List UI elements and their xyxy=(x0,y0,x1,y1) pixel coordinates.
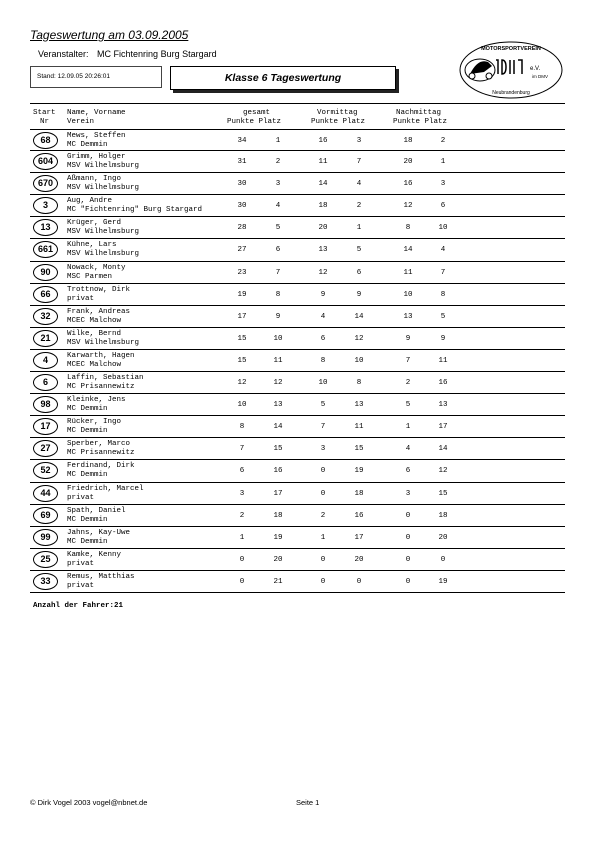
morning-place: 13 xyxy=(354,401,364,410)
table-row xyxy=(30,151,565,173)
morning-points: 18 xyxy=(318,202,328,211)
afternoon-place: 15 xyxy=(438,489,448,498)
afternoon-points: 6 xyxy=(405,467,411,476)
morning-points: 3 xyxy=(320,445,326,454)
afternoon-place: 6 xyxy=(440,202,446,211)
table-row xyxy=(30,306,565,328)
afternoon-points: 0 xyxy=(405,511,411,520)
afternoon-points: 0 xyxy=(405,577,411,586)
total-points: 15 xyxy=(237,334,247,343)
total-points: 7 xyxy=(239,445,245,454)
rider-club: privat xyxy=(67,581,95,590)
total-place: 21 xyxy=(273,577,283,586)
col-club-label: Verein xyxy=(67,118,95,126)
table-row xyxy=(30,350,565,372)
afternoon-points: 13 xyxy=(403,312,413,321)
rider-club: MC Demmin xyxy=(67,515,108,524)
morning-points: 13 xyxy=(318,246,328,255)
morning-points: 1 xyxy=(320,533,326,542)
morning-place: 3 xyxy=(356,137,362,145)
morning-place: 15 xyxy=(354,445,364,454)
table-row xyxy=(30,416,565,438)
total-points: 6 xyxy=(239,467,245,476)
header-divider xyxy=(30,103,565,104)
afternoon-points: 9 xyxy=(405,334,411,343)
timestamp-box: Stand: 12.09.05 20:26:01 xyxy=(30,66,162,88)
afternoon-points: 12 xyxy=(403,202,413,211)
organizer-value: MC Fichtenring Burg Stargard xyxy=(97,49,217,59)
rider-club: privat xyxy=(67,294,95,303)
morning-place: 14 xyxy=(354,312,364,321)
rider-club: MSV Wilhelmsburg xyxy=(67,250,140,259)
total-place: 7 xyxy=(275,268,281,277)
rider-name: Wilke, Bernd xyxy=(67,329,122,338)
afternoon-points: 20 xyxy=(403,158,413,167)
rider-name: Kühne, Lars xyxy=(67,241,117,250)
total-place: 8 xyxy=(275,290,281,299)
morning-place: 0 xyxy=(356,577,362,586)
morning-place: 8 xyxy=(356,379,362,388)
col-vormittag-label: Vormittag xyxy=(317,109,358,117)
rider-name: Sperber, Marco xyxy=(67,440,131,449)
rider-club: MSC Parmen xyxy=(67,272,113,281)
total-points: 23 xyxy=(237,268,247,277)
col-name-label: Name, Vorname xyxy=(67,109,126,117)
total-place: 12 xyxy=(273,379,283,388)
start-number-badge: 21 xyxy=(33,330,58,347)
table-row xyxy=(30,505,565,527)
rider-club: MC Prisannewitz xyxy=(67,449,135,458)
morning-points: 0 xyxy=(320,467,326,476)
afternoon-points: 0 xyxy=(405,555,411,564)
rider-name: Aßmann, Ingo xyxy=(67,175,122,184)
total-place: 20 xyxy=(273,555,283,564)
rider-name: Ferdinand, Dirk xyxy=(67,462,135,471)
footer-page-number: Seite 1 xyxy=(296,798,320,807)
morning-points: 0 xyxy=(320,489,326,498)
morning-points: 12 xyxy=(318,268,328,277)
morning-place: 7 xyxy=(356,158,362,167)
rider-name: Frank, Andreas xyxy=(67,307,131,316)
total-points: 3 xyxy=(239,489,245,498)
rider-name: Aug, Andre xyxy=(67,197,113,206)
total-place: 17 xyxy=(273,489,283,498)
afternoon-points: 2 xyxy=(405,379,411,388)
table-row xyxy=(30,527,565,549)
morning-points: 5 xyxy=(320,401,326,410)
start-number-badge: 44 xyxy=(33,485,58,502)
afternoon-points: 3 xyxy=(405,489,411,498)
logo-top-text: MOTORSPORTVEREIN xyxy=(481,46,541,52)
afternoon-points: 1 xyxy=(405,423,411,432)
total-points: 30 xyxy=(237,202,247,211)
afternoon-place: 3 xyxy=(440,180,446,189)
morning-place: 10 xyxy=(354,356,364,365)
total-place: 14 xyxy=(273,423,283,432)
col-start-label: Start xyxy=(33,109,56,117)
rider-name: Kleinke, Jens xyxy=(67,396,126,405)
table-row xyxy=(30,394,565,416)
rider-club: MCEC Malchow xyxy=(67,360,122,369)
start-number-badge: 69 xyxy=(33,507,58,524)
afternoon-place: 7 xyxy=(440,268,446,277)
table-row xyxy=(30,217,565,239)
start-number-badge: 99 xyxy=(33,529,58,546)
afternoon-place: 4 xyxy=(440,246,446,255)
rider-club: MSV Wilhelmsburg xyxy=(67,162,140,171)
rider-club: MC Demmin xyxy=(67,427,108,436)
morning-place: 19 xyxy=(354,467,364,476)
total-points: 0 xyxy=(239,555,245,564)
table-row xyxy=(30,483,565,505)
table-row xyxy=(30,438,565,460)
table-row xyxy=(30,328,565,350)
col-nr-label: Nr xyxy=(40,118,50,126)
rider-name: Karwarth, Hagen xyxy=(67,351,135,360)
rider-name: Trottnow, Dirk xyxy=(67,285,131,294)
rider-club: MC Demmin xyxy=(67,537,108,546)
logo-bottom-text: Neubrandenburg xyxy=(492,90,530,96)
total-points: 17 xyxy=(237,312,247,321)
afternoon-points: 16 xyxy=(403,180,413,189)
col-vormittag-sub: Punkte Platz xyxy=(311,118,366,126)
afternoon-points: 5 xyxy=(405,401,411,410)
morning-place: 2 xyxy=(356,202,362,211)
morning-points: 10 xyxy=(318,379,328,388)
afternoon-points: 14 xyxy=(403,246,413,255)
rider-name: Mews, Steffen xyxy=(67,132,126,140)
total-place: 2 xyxy=(275,158,281,167)
afternoon-place: 8 xyxy=(440,290,446,299)
rider-club: MC Demmin xyxy=(67,141,108,149)
total-points: 28 xyxy=(237,224,247,233)
start-number-badge: 3 xyxy=(33,197,58,214)
afternoon-place: 11 xyxy=(438,356,448,365)
total-place: 3 xyxy=(275,180,281,189)
afternoon-place: 18 xyxy=(438,511,448,520)
rider-club: MSV Wilhelmsburg xyxy=(67,338,140,347)
rider-name: Jahns, Kay-Uwe xyxy=(67,528,131,537)
total-points: 30 xyxy=(237,180,247,189)
table-row xyxy=(30,460,565,482)
start-number-badge: 32 xyxy=(33,308,58,325)
total-points: 31 xyxy=(237,158,247,167)
table-row xyxy=(30,372,565,394)
logo-right-text: im DMV xyxy=(532,74,548,79)
start-number-badge: 4 xyxy=(33,352,58,369)
total-place: 10 xyxy=(273,334,283,343)
morning-place: 17 xyxy=(354,533,364,542)
morning-place: 9 xyxy=(356,290,362,299)
morning-place: 6 xyxy=(356,268,362,277)
rider-club: privat xyxy=(67,559,95,568)
organizer-line xyxy=(38,49,217,59)
total-points: 27 xyxy=(237,246,247,255)
page-title: Tageswertung am 03.09.2005 xyxy=(30,28,189,42)
total-points: 8 xyxy=(239,423,245,432)
class-title-box: Klasse 6 Tageswertung xyxy=(170,66,396,90)
morning-points: 9 xyxy=(320,290,326,299)
start-number-badge: 661 xyxy=(33,241,58,258)
morning-points: 6 xyxy=(320,334,326,343)
col-gesamt-sub: Punkte Platz xyxy=(227,118,282,126)
rider-name: Grimm, Holger xyxy=(67,153,126,162)
afternoon-place: 20 xyxy=(438,533,448,542)
morning-points: 14 xyxy=(318,180,328,189)
total-points: 15 xyxy=(237,356,247,365)
total-points: 19 xyxy=(237,290,247,299)
total-place: 1 xyxy=(275,137,281,145)
results-table xyxy=(30,129,565,593)
morning-points: 7 xyxy=(320,423,326,432)
afternoon-place: 17 xyxy=(438,423,448,432)
total-place: 9 xyxy=(275,312,281,321)
rider-name: Friedrich, Marcel xyxy=(67,484,144,493)
table-row xyxy=(30,571,565,593)
morning-place: 4 xyxy=(356,180,362,189)
start-number-badge: 90 xyxy=(33,264,58,281)
total-place: 13 xyxy=(273,401,283,410)
morning-points: 11 xyxy=(318,158,328,167)
total-points: 12 xyxy=(237,379,247,388)
total-place: 11 xyxy=(273,356,283,365)
rider-club: MCEC Malchow xyxy=(67,316,122,325)
afternoon-place: 9 xyxy=(440,334,446,343)
rider-club: MC "Fichtenring" Burg Stargard xyxy=(67,206,203,215)
morning-points: 16 xyxy=(318,137,328,145)
total-points: 10 xyxy=(237,401,247,410)
motorcycle-logo-icon xyxy=(458,40,564,100)
rider-club: MC Demmin xyxy=(67,405,108,414)
rider-club: MC Demmin xyxy=(67,471,108,480)
organizer-label: Veranstalter: xyxy=(38,49,89,59)
rider-club: MC Prisannewitz xyxy=(67,383,135,392)
col-nachmittag-sub: Punkte Platz xyxy=(393,118,448,126)
col-gesamt-label: gesamt xyxy=(243,109,271,117)
table-header xyxy=(30,107,565,129)
rider-club: privat xyxy=(67,493,95,502)
total-place: 16 xyxy=(273,467,283,476)
total-place: 5 xyxy=(275,224,281,233)
rider-name: Laffin, Sebastian xyxy=(67,374,144,383)
rider-name: Krüger, Gerd xyxy=(67,219,122,228)
afternoon-place: 5 xyxy=(440,312,446,321)
afternoon-place: 10 xyxy=(438,224,448,233)
morning-place: 20 xyxy=(354,555,364,564)
start-number-badge: 6 xyxy=(33,374,58,391)
start-number-badge: 98 xyxy=(33,396,58,413)
total-place: 18 xyxy=(273,511,283,520)
club-logo xyxy=(458,40,564,100)
start-number-badge: 33 xyxy=(33,573,58,590)
morning-points: 0 xyxy=(320,555,326,564)
afternoon-points: 18 xyxy=(403,137,413,145)
morning-points: 8 xyxy=(320,356,326,365)
start-number-badge: 52 xyxy=(33,462,58,479)
morning-points: 20 xyxy=(318,224,328,233)
table-row xyxy=(30,195,565,217)
total-points: 1 xyxy=(239,533,245,542)
rider-name: Nowack, Monty xyxy=(67,263,126,272)
afternoon-place: 1 xyxy=(440,158,446,167)
start-number-badge: 604 xyxy=(33,153,58,170)
morning-place: 1 xyxy=(356,224,362,233)
col-nachmittag-label: Nachmittag xyxy=(396,109,442,117)
rider-name: Spath, Daniel xyxy=(67,506,126,515)
morning-points: 0 xyxy=(320,577,326,586)
start-number-badge: 670 xyxy=(33,175,58,192)
rider-name: Rücker, Ingo xyxy=(67,418,122,427)
afternoon-points: 8 xyxy=(405,224,411,233)
morning-place: 16 xyxy=(354,511,364,520)
afternoon-place: 16 xyxy=(438,379,448,388)
start-number-badge: 25 xyxy=(33,551,58,568)
afternoon-place: 14 xyxy=(438,445,448,454)
afternoon-points: 10 xyxy=(403,290,413,299)
start-number-badge: 13 xyxy=(33,219,58,236)
footer-copyright: © Dirk Vogel 2003 vogel@nbnet.de xyxy=(30,798,148,807)
start-number-badge: 68 xyxy=(33,132,58,149)
table-row xyxy=(30,173,565,195)
morning-place: 12 xyxy=(354,334,364,343)
afternoon-place: 19 xyxy=(438,577,448,586)
morning-place: 18 xyxy=(354,489,364,498)
total-points: 2 xyxy=(239,511,245,520)
total-place: 4 xyxy=(275,202,281,211)
total-place: 19 xyxy=(273,533,283,542)
afternoon-place: 13 xyxy=(438,401,448,410)
afternoon-place: 2 xyxy=(440,137,446,145)
rider-count: Anzahl der Fahrer:21 xyxy=(33,602,124,610)
afternoon-points: 7 xyxy=(405,356,411,365)
rider-club: MSV Wilhelmsburg xyxy=(67,184,140,193)
total-place: 6 xyxy=(275,246,281,255)
start-number-badge: 66 xyxy=(33,286,58,303)
rider-name: Remus, Matthias xyxy=(67,572,135,581)
logo-mid-text: e.V. xyxy=(530,66,541,72)
table-row xyxy=(30,262,565,284)
start-number-badge: 27 xyxy=(33,440,58,457)
afternoon-place: 0 xyxy=(440,555,446,564)
morning-points: 2 xyxy=(320,511,326,520)
rider-name: Kamke, Kenny xyxy=(67,550,122,559)
afternoon-place: 12 xyxy=(438,467,448,476)
start-number-badge: 17 xyxy=(33,418,58,435)
table-row xyxy=(30,239,565,261)
table-row xyxy=(30,129,565,151)
morning-place: 11 xyxy=(354,423,364,432)
table-row xyxy=(30,549,565,571)
rider-club: MSV Wilhelmsburg xyxy=(67,228,140,237)
morning-place: 5 xyxy=(356,246,362,255)
afternoon-points: 0 xyxy=(405,533,411,542)
total-place: 15 xyxy=(273,445,283,454)
total-points: 0 xyxy=(239,577,245,586)
afternoon-points: 11 xyxy=(403,268,413,277)
total-points: 34 xyxy=(237,137,247,145)
morning-points: 4 xyxy=(320,312,326,321)
afternoon-points: 4 xyxy=(405,445,411,454)
table-row xyxy=(30,284,565,306)
